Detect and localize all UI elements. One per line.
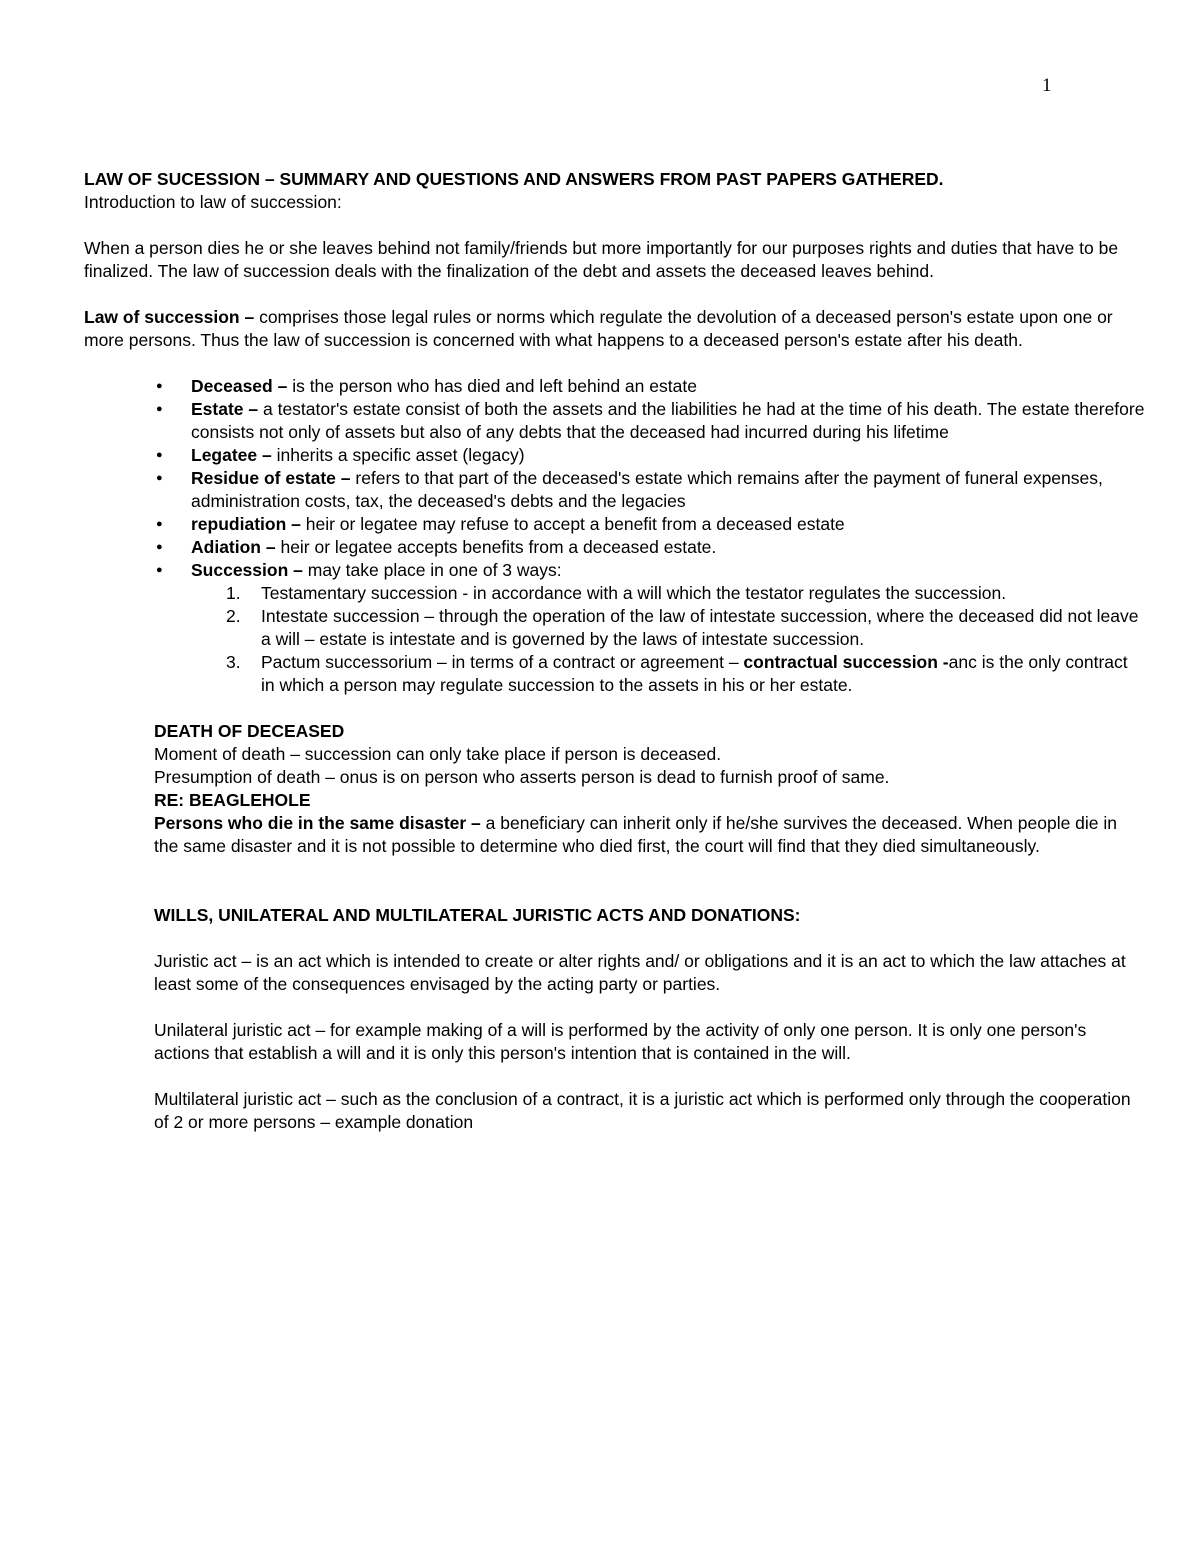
definition-term: Law of succession – xyxy=(84,307,255,327)
term-text: may take place in one of 3 ways: xyxy=(302,560,562,580)
term-label: repudiation – xyxy=(191,514,301,534)
death-section xyxy=(154,720,1146,1134)
list-item xyxy=(226,605,1146,651)
term-label: Estate – xyxy=(191,399,259,419)
term-text: heir or legatee may refuse to accept a benefit from a deceased estate xyxy=(300,514,845,534)
spacer xyxy=(84,283,1146,306)
document-title: LAW OF SUCESSION – SUMMARY AND QUESTIONS AND ANSWERS FROM PAST PAPERS GATHERED. xyxy=(84,169,944,189)
presumption-of-death: Presumption of death – onus is on person who asserts person is dead to furnish proof of same. xyxy=(154,767,890,787)
term-label: Deceased – xyxy=(191,376,288,396)
page-number: 1 xyxy=(1042,75,1052,96)
term-text: refers to that part of the deceased's estate which remains after the payment of funeral expenses, administration costs, tax, the deceased's debts and the legacies xyxy=(191,468,1103,511)
term-text: inherits a specific asset (legacy) xyxy=(271,445,525,465)
list-item xyxy=(191,375,1146,398)
spacer xyxy=(154,881,1146,904)
list-item xyxy=(191,467,1146,513)
list-item xyxy=(191,444,1146,467)
multilateral-paragraph: Multilateral juristic act – such as the conclusion of a contract, it is a juristic act which is performed only through the cooperation of 2 or more persons – example donation xyxy=(154,1089,1131,1132)
spacer xyxy=(154,996,1146,1019)
way-bold-term: contractual succession - xyxy=(743,652,949,672)
term-text: is the person who has died and left behind an estate xyxy=(287,376,697,396)
term-label: Residue of estate – xyxy=(191,468,351,488)
spacer xyxy=(84,352,1146,375)
list-number: 3. xyxy=(226,652,241,672)
terms-list xyxy=(84,375,1146,697)
definition-text: comprises those legal rules or norms which regulate the devolution of a deceased person's estate upon one or more persons. Thus the law of succession is concerned with what happens to a deceased person's estate after his death. xyxy=(84,307,1113,350)
term-label: Succession – xyxy=(191,560,303,580)
way-text: Intestate succession – through the operation of the law of intestate succession, where the deceased did not leave a will – estate is intestate and is governed by the laws of intestate succession. xyxy=(261,606,1139,649)
spacer xyxy=(84,697,1146,720)
intro-subtitle: Introduction to law of succession: xyxy=(84,192,342,212)
list-number: 2. xyxy=(226,606,241,626)
list-item xyxy=(226,651,1146,697)
section-heading: DEATH OF DECEASED xyxy=(154,721,345,741)
case-reference: RE: BEAGLEHOLE xyxy=(154,790,311,810)
term-text: heir or legatee accepts benefits from a deceased estate. xyxy=(275,537,717,557)
spacer xyxy=(154,927,1146,950)
spacer xyxy=(84,214,1146,237)
list-item xyxy=(226,582,1146,605)
term-label: Legatee – xyxy=(191,445,272,465)
section-heading: WILLS, UNILATERAL AND MULTILATERAL JURISTIC ACTS AND DONATIONS: xyxy=(154,905,801,925)
list-item xyxy=(191,559,1146,697)
way-text: anc is the only contract in which a person may regulate succession to the assets in his or her estate. xyxy=(261,652,1128,695)
moment-of-death: Moment of death – succession can only take place if person is deceased. xyxy=(154,744,722,764)
way-text: Testamentary succession - in accordance with a will which the testator regulates the succession. xyxy=(261,583,1007,603)
disaster-paragraph xyxy=(154,812,1146,858)
list-item xyxy=(191,398,1146,444)
list-item xyxy=(191,513,1146,536)
spacer xyxy=(154,1065,1146,1088)
disaster-text: a beneficiary can inherit only if he/she survives the deceased. When people die in the same disaster and it is not possible to determine who died first, the court will find that they died simultaneously. xyxy=(154,813,1118,856)
list-item xyxy=(191,536,1146,559)
term-label: Adiation – xyxy=(191,537,276,557)
definition-paragraph xyxy=(84,306,1146,352)
unilateral-paragraph: Unilateral juristic act – for example making of a will is performed by the activity of only one person. It is only one person's actions that establish a will and it is only this person's intention that is contained in the will. xyxy=(154,1020,1087,1063)
spacer xyxy=(154,858,1146,881)
succession-ways-list xyxy=(191,582,1146,697)
document-body xyxy=(84,168,1146,1134)
list-number: 1. xyxy=(226,583,241,603)
term-text: a testator's estate consist of both the assets and the liabilities he had at the time of his death. The estate therefore consists not only of assets but also of any debts that the deceased had incurred during his lifetime xyxy=(191,399,1145,442)
juristic-act-paragraph: Juristic act – is an act which is intended to create or alter rights and/ or obligations and it is an act to which the law attaches at least some of the consequences envisaged by the acting party or parties. xyxy=(154,951,1126,994)
way-text: Pactum successorium – in terms of a contract or agreement – xyxy=(261,652,744,672)
disaster-term: Persons who die in the same disaster – xyxy=(154,813,481,833)
intro-paragraph: When a person dies he or she leaves behind not family/friends but more importantly for our purposes rights and duties that have to be finalized. The law of succession deals with the finalization of the debt and assets the deceased leaves behind. xyxy=(84,238,1119,281)
